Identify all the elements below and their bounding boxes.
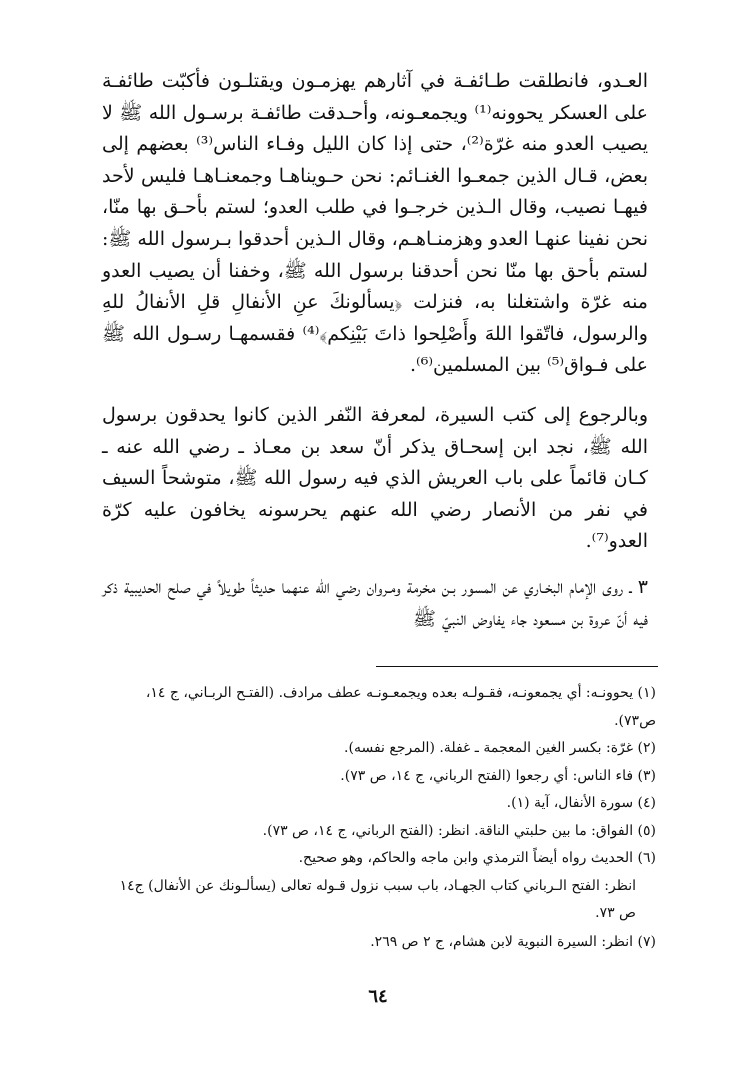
footnotes — [100, 680, 656, 956]
footnote-separator — [376, 666, 658, 667]
footnote-6: (٦) الحديث رواه أيضاً الترمذي وابن ماجه والحاكم، وهو صحيح. — [298, 850, 656, 866]
footnote-6-reference: انظر: الفتح الـرباني كتاب الجهـاد، باب سبب نزول قـوله تعالى (يسألـونك عن الأنفال) ج١٤ ص ٧٣. — [119, 877, 636, 921]
footnote-2: (٢) غرّة: بكسر الغين المعجمة ـ غفلة. (المرجع نفسه). — [344, 740, 656, 756]
footnote-4: (٤) سورة الأنفال، آية (١). — [506, 795, 656, 811]
body-paragraph-1: العـدو، فانطلقت طـائفـة في آثارهم يهزمـون ويقتلـون فأكبّت طائفـة على العسكر يحوونه⁽¹⁾ ويجمعـونه، وأحـدقت طائفـة برسـول الله ﷺ لا يصيب العدو منه غرّة⁽²⁾، حتى إذا كان الليل وفـاء الناس⁽³⁾ بعضهم إلى بعض، قـال الذين جمعـوا الغنـائم: نحن حـويناهـا وجمعنـاهـا فليس لأحد فيهـا نصيب، وقال الـذين خرجـوا في طلب العدو؛ لستم بأحـق بها منّا، نحن نفينا عنهـا العدو وهزمنـاهـم، وقال الـذين أحدقوا بـرسول الله ﷺ: لستم بأحق بها منّا نحن أحدقنا برسول الله ﷺ، وخفنا أن يصيب العدو منه غرّة واشتغلنا به، فنزلت ﴿يسألونكَ عنِ الأنفالِ قلِ الأنفالُ للهِ والرسول، فاتّقوا اللهَ وأَصْلِحوا ذاتَ بَيْنِكم﴾⁽⁴⁾ فقسمهـا رسـول الله ﷺ على فـواق⁽⁵⁾ بين المسلمين⁽⁶⁾. — [102, 70, 649, 377]
page-number: ٦٤ — [368, 986, 388, 1007]
footnote-3: (٣) فاء الناس: أي رجعوا (الفتح الرباني، ج ١٤، ص ٧٣). — [340, 767, 656, 784]
footnote-7: (٧) انظر: السيرة النبوية لابن هشام، ج ٢ ص ٢٦٩. — [370, 933, 656, 950]
footnote-1: (١) يحوونـه: أي يجمعونـه، فقـولـه بعده ويجمعـونـه عطف مرادف. (الفتـح الربـاني، ج ١٤، ص٧٣). — [145, 685, 656, 729]
footnote-5: (٥) الفواق: ما بين حلبتي الناقة. انظر: (الفتح الرباني، ج ١٤، ص ٧٣). — [262, 822, 656, 839]
body-paragraph-2: وبالرجوع إلى كتب السيرة، لمعرفة النّفر الذين كانوا يحدقون برسول الله ﷺ، نجد ابن إسحـاق يذكر أنّ سعد بن معـاذ ـ رضي الله عنه ـ كـان قائماً على باب العريش الذي فيه رسول الله ﷺ، متوشحاً السيف في نفر من الأنصار رضي الله عنهم يحرسونه يخافون عليه كرّة العدو⁽⁷⁾. — [102, 403, 648, 553]
body-paragraph-3: ٣ ـ روى الإمام البخـاري عن المسور بـن مخرمة ومـروان رضي الله عنهما حديثاً طويلاً في صلح الحديبية ذكر فيه أنّ عروة بن مسعود جاء يفاوض النبيّ ﷺ — [102, 575, 648, 630]
main-text — [102, 66, 648, 635]
